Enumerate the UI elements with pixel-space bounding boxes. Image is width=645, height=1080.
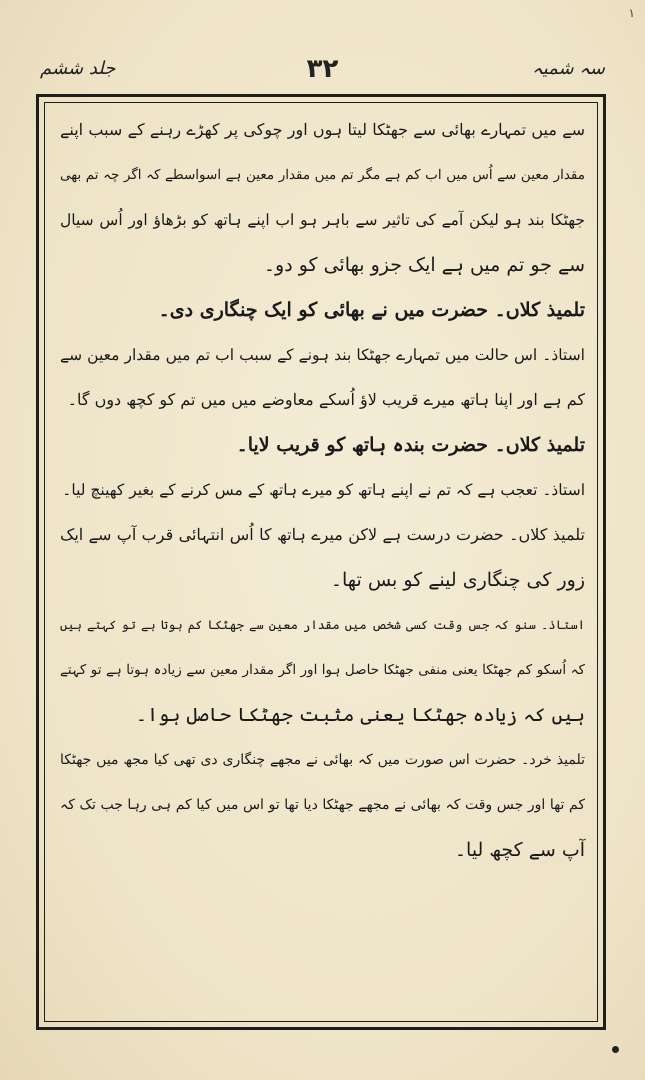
header-book-title: سہ شمیہ xyxy=(532,58,605,79)
text-line: سے میں تمہارے بھائی سے جھٹکا لیتا ہوں اور چوکی پر کھڑے رہنے کے سبب اپنے xyxy=(60,120,585,139)
text-line: کم تھا اور جس وقت کہ بھائی نے مجھے جھٹکا دیا تھا تو اس میں کیا کم ہی رہا جب تک کہ xyxy=(60,797,585,813)
dialogue-line: تلمیذ کلاں۔ حضرت بندہ ہاتھ کو قریب لایا۔ xyxy=(236,434,585,456)
dialogue-line: تلمیذ کلاں۔ حضرت میں نے بھائی کو ایک چنگاری دی۔ xyxy=(158,299,585,321)
dialogue-line: استاذ۔ تعجب ہے کہ تم نے اپنے ہاتھ کو میرے ہاتھ کے مس کرنے کے بغیر کھینچ لیا۔ xyxy=(62,481,585,499)
text-line: کم ہے اور اپنا ہاتھ میرے قریب لاؤ اُسکے معاوضے میں میں تم کو کچھ دوں گا۔ xyxy=(67,390,585,409)
text-line: مقدار معین سے اُس میں اب کم ہے مگر تم میں مقدار معین ہے اسواسطے کہ اگر چہ تم بھی xyxy=(60,167,585,183)
text-body xyxy=(60,118,585,883)
text-line: آپ سے کچھ لیا۔ xyxy=(454,839,585,861)
text-line: ہیں کہ زیادہ جھٹکا یعنی مثبت جھٹکا حاصل ہوا۔ xyxy=(135,704,585,726)
page-number: ۳۲ xyxy=(306,54,339,84)
dialogue-line: تلمیذ کلاں۔ حضرت درست ہے لاکن میرے ہاتھ کا اُس انتہائی قرب آپ سے ایک xyxy=(60,525,585,544)
text-line: سے جو تم میں ہے ایک جزو بھائی کو دو۔ xyxy=(263,254,585,276)
dialogue-line: تلمیذ خرد۔ حضرت اس صورت میں کہ بھائی نے مجھے چنگاری دی تھی کیا مجھ میں جھٹکا xyxy=(60,752,585,768)
text-line: زور کی چنگاری لینے کو بس تھا۔ xyxy=(330,569,585,591)
ink-dot xyxy=(612,1046,619,1053)
text-line: کہ اُسکو کم جھٹکا یعنی منفی جھٹکا حاصل ہوا اور اگر مقدار معین سے زیادہ ہوتا ہے تو کہتے xyxy=(60,662,585,678)
text-line: جھٹکا بند ہو لیکن آمے کی تاثیر سے باہر ہو اب اپنے ہاتھ کو بڑھاؤ اور اُس سیال xyxy=(60,211,585,229)
header-volume: جلد ششم xyxy=(40,58,116,79)
page-header xyxy=(40,52,605,92)
corner-mark: ١ xyxy=(628,6,635,20)
dialogue-line: استاذ۔ اس حالت میں تمہارے جھٹکا بند ہونے کے سبب اب تم میں مقدار معین سے xyxy=(60,346,585,364)
dialogue-line: استاذ۔ سنو کہ جس وقت کسی شخص میں مقدار معین سے جھٹکا کم ہوتا ہے تو کہتے ہیں xyxy=(60,617,585,632)
